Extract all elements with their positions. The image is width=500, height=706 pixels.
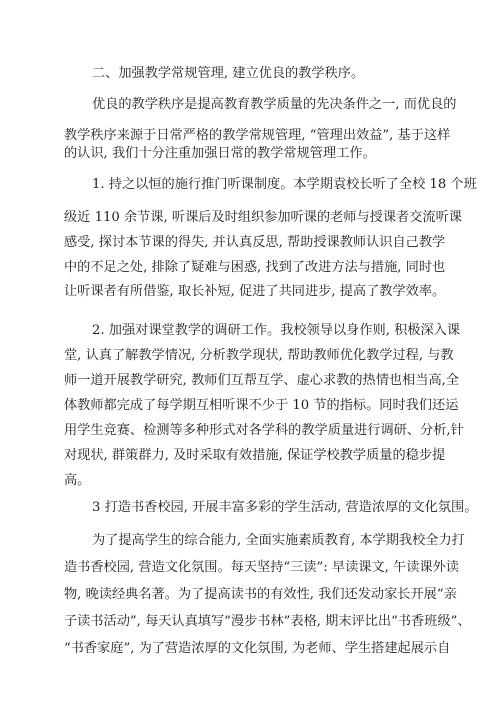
text-line: 子读书活动”, 每天认真填写“漫步书林”表格, 期末评比出“书香班级”、: [64, 614, 471, 629]
text-line: 为了提高学生的综合能力, 全面实施素质教育, 本学期我校全力打: [92, 533, 465, 548]
text-line: 1. 持之以恒的施行推门听课制度。本学期袁校长听了全校 18 个班: [92, 177, 477, 192]
text-line: 优良的教学秩序是提高教育教学质量的先决条件之一, 而优良的: [92, 97, 457, 112]
text-line: 3 打造书香校园, 开展丰富多彩的学生活动, 营造浓厚的文化氛围。: [92, 500, 478, 515]
text-line: 物, 晚读经典名著。为了提高读书的有效性, 我们还发动家长开展“亲: [64, 587, 457, 602]
text-line: 2. 加强对课堂教学的调研工作。我校领导以身作则, 积极深入课: [92, 323, 461, 338]
text-line: 感受, 探讨本节课的得失, 并认真反思, 帮助授课教师认识自己教学: [64, 235, 446, 250]
text-line: 让听课者有所借鉴, 取长补短, 促进了共同进步, 提高了教学效率。: [64, 284, 446, 299]
text-line: 教学秩序来源于日常严格的教学常规管理, “管理出效益”, 基于这样: [64, 128, 451, 143]
text-line: 造书香校园, 营造文化氛围。每天坚持“三读”: 早读课文, 午读课外读: [64, 560, 459, 575]
text-line: 师一道开展教学研究, 教师们互帮互学、虚心求教的热情也相当高,全: [64, 373, 460, 388]
text-line: 堂, 认真了解教学情况, 分析教学现状, 帮助教师优化教学过程, 与教: [64, 348, 454, 363]
section-heading: 二、加强教学常规管理, 建立优良的教学秩序。: [92, 66, 365, 81]
text-line: 中的不足之处, 排除了疑难与困惑, 找到了改进方法与措施, 同时也: [64, 260, 446, 275]
text-line: 体教师都完成了每学期互相听课不少于 10 节的指标。同时我们还运: [64, 398, 459, 413]
text-line: “书香家庭”, 为了营造浓厚的文化氛围, 为老师、学生搭建起展示自: [64, 641, 451, 656]
text-line: 级近 110 余节课, 听课后及时组织参加听课的老师与授课者交流听课: [64, 210, 462, 225]
text-line: 高。: [64, 473, 91, 488]
text-line: 的认识, 我们十分注重加强日常的教学常规管理工作。: [64, 146, 376, 161]
text-line: 用学生竞赛、检测等多种形式对各学科的教学质量进行调研、分析,针: [64, 423, 464, 438]
text-line: 对现状, 群策群力, 及时采取有效措施, 保证学校教学质量的稳步提: [64, 448, 446, 463]
